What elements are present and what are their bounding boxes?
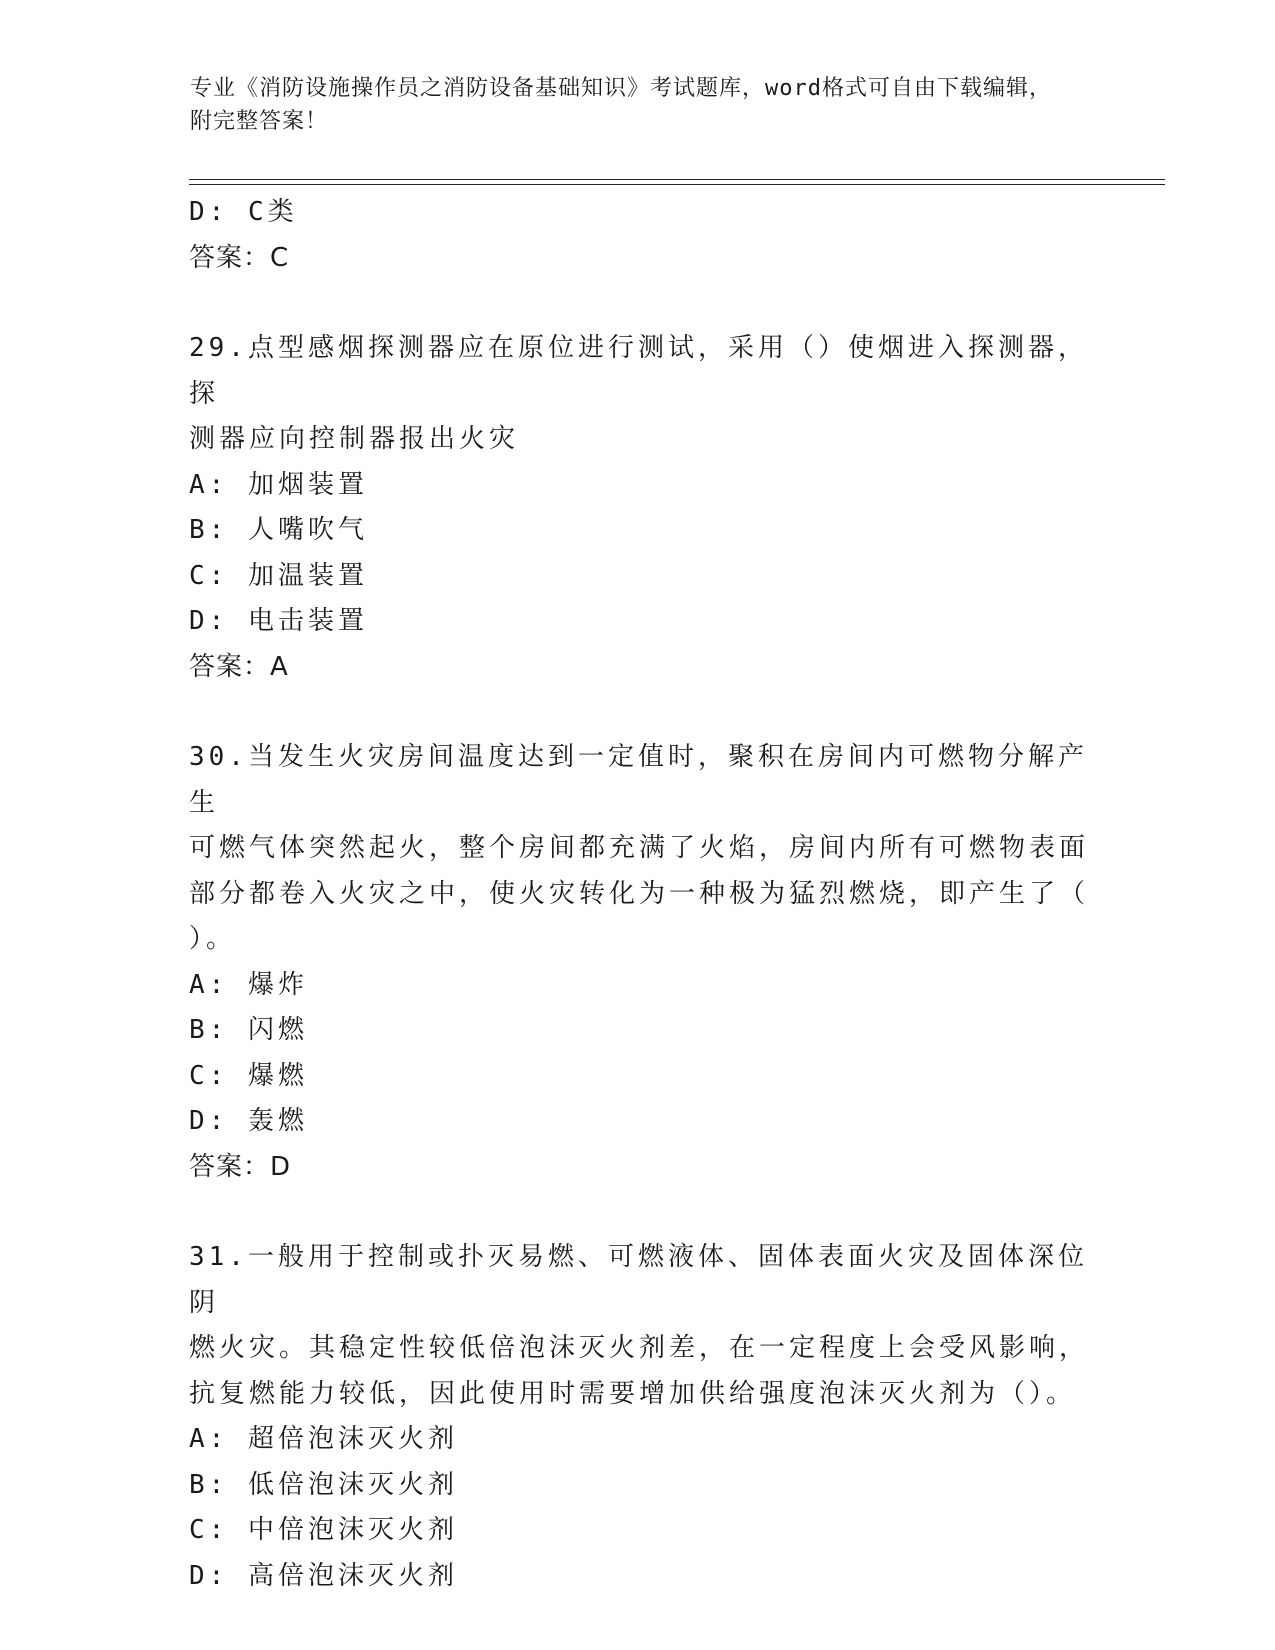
option-d: D: 轰燃	[189, 1106, 308, 1136]
option-c: C: 加温装置	[189, 560, 368, 591]
header-divider-top	[189, 179, 1165, 180]
option-a: A: 超倍泡沫灭火剂	[189, 1424, 458, 1454]
option-b: B: 闪燃	[189, 1015, 308, 1045]
option-c: C: 爆燃	[189, 1060, 308, 1091]
question-30	[189, 735, 1089, 1190]
option-d: D: 高倍泡沫灭火剂	[189, 1560, 458, 1591]
answer-line: 答案：C	[189, 242, 290, 273]
option-d: D: C类	[189, 197, 298, 227]
answer-line: 答案：A	[189, 651, 289, 682]
option-b: B: 低倍泡沫灭火剂	[189, 1469, 458, 1500]
option-d: D: 电击装置	[189, 606, 368, 636]
page-header-text: 专业《消防设施操作员之消防设备基础知识》考试题库，word格式可自由下载编辑，附完整答案！	[190, 76, 1052, 134]
answer-line: 答案：D	[189, 1151, 292, 1182]
option-c: C: 中倍泡沫灭火剂	[189, 1515, 458, 1545]
question-text: 30.当发生火灾房间温度达到一定值时，聚积在房间内可燃物分解产生 可燃气体突然起火，整个房间都充满了火焰，房间内所有可燃物表面 部分都卷入火灾之中，使火灾转化为一种极为猛烈燃烧，即产生了（ ）。	[189, 742, 1090, 954]
question-text: 29.点型感烟探测器应在原位进行测试，采用（）使烟进入探测器，探 测器应向控制器报出火灾	[189, 333, 1088, 454]
previous-question-tail	[189, 190, 1089, 281]
question-content	[189, 190, 1089, 1599]
question-text: 31.一般用于控制或扑灭易燃、可燃液体、固体表面火灾及固体深位阴 燃火灾。其稳定性较低倍泡沫灭火剂差，在一定程度上会受风影响， 抗复燃能力较低，因此使用时需要增加供给强度泡沫灭火剂为（）。	[189, 1242, 1090, 1409]
option-a: A: 加烟装置	[189, 469, 368, 500]
question-31	[189, 1235, 1089, 1599]
option-b: B: 人嘴吹气	[189, 515, 368, 545]
header-divider-bottom	[189, 184, 1165, 185]
question-29	[189, 326, 1089, 690]
option-a: A: 爆炸	[189, 969, 308, 1000]
